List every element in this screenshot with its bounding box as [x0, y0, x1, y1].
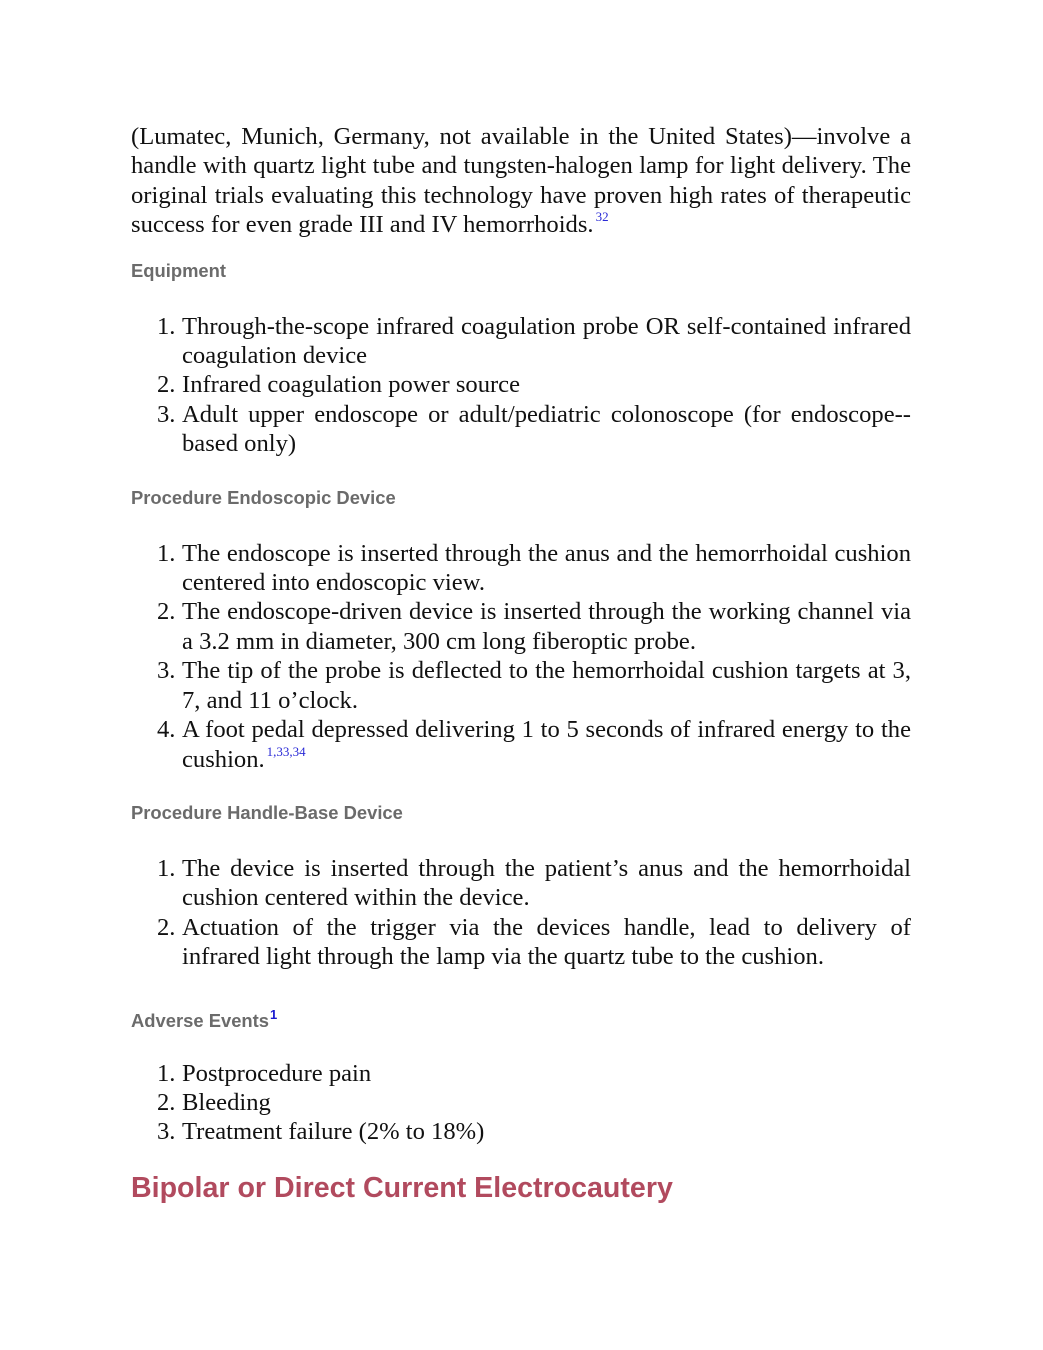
- list-item-text: The device is inserted through the patient’s anus and the hemorrhoidal cushion centered within the device.: [182, 854, 911, 912]
- reference-link[interactable]: 1: [270, 1006, 278, 1022]
- list-item-text: Actuation of the trigger via the devices handle, lead to delivery of infrared light through the lamp via the quartz tube to the cushion.: [182, 913, 911, 971]
- procedure-handle-list: [131, 854, 911, 972]
- list-number: 1.: [157, 312, 176, 340]
- list-item-text: Postprocedure pain: [182, 1059, 372, 1087]
- list-item-text: Treatment failure (2% to 18%): [182, 1118, 485, 1146]
- list-number: 2.: [157, 371, 176, 399]
- list-item: [131, 1117, 911, 1146]
- adverse-events-heading: [131, 1004, 911, 1032]
- equipment-list: [131, 312, 911, 459]
- procedure-handle-heading: Procedure Handle-Base Device: [131, 801, 403, 823]
- list-item-text: The endoscope is inserted through the anus and the hemorrhoidal cushion centered into endoscopic view.: [182, 539, 911, 597]
- list-number: 3.: [157, 657, 176, 685]
- list-item: [131, 597, 911, 656]
- intro-paragraph: [131, 122, 911, 240]
- list-item: [131, 854, 911, 913]
- list-item-text: Through-the-scope infrared coagulation probe OR self-contained infrared coagulation device: [182, 312, 911, 370]
- list-item: [131, 539, 911, 598]
- procedure-endoscopic-list: [131, 539, 911, 774]
- list-number: 2.: [157, 598, 176, 626]
- list-item: [131, 656, 911, 715]
- list-item: [131, 913, 911, 972]
- reference-link[interactable]: 1,33,34: [266, 743, 306, 759]
- list-item-text: Adult upper endoscope or adult/pediatric colonoscope (for endoscope--based only): [182, 400, 911, 458]
- list-item: [131, 1059, 911, 1088]
- list-item: [131, 1088, 911, 1117]
- list-number: 2.: [157, 913, 176, 941]
- list-number: 1.: [157, 539, 176, 567]
- adverse-events-heading-text: Adverse Events: [131, 1009, 270, 1031]
- section-title: Bipolar or Direct Current Electrocautery: [131, 1171, 673, 1204]
- list-item-text: A foot pedal depressed delivering 1 to 5 seconds of infrared energy to the cushion.: [182, 716, 911, 773]
- list-item-text: Infrared coagulation power source: [182, 371, 521, 399]
- list-item: [131, 715, 911, 774]
- document-page: [131, 122, 911, 1205]
- list-number: 4.: [157, 716, 176, 744]
- list-number: 3.: [157, 1118, 176, 1146]
- list-item-text: Bleeding: [182, 1088, 271, 1116]
- list-item-text: The endoscope-driven device is inserted through the working channel via a 3.2 mm in diameter, 300 cm long fiberoptic probe.: [182, 598, 911, 655]
- list-number: 2.: [157, 1088, 176, 1116]
- list-item: [131, 312, 911, 371]
- procedure-endoscopic-heading: Procedure Endoscopic Device: [131, 486, 396, 508]
- list-item: [131, 370, 911, 399]
- list-number: 1.: [157, 1059, 176, 1087]
- list-item: [131, 400, 911, 459]
- list-number: 3.: [157, 400, 176, 428]
- equipment-heading: Equipment: [131, 259, 227, 281]
- intro-reference-link[interactable]: 32: [595, 209, 609, 225]
- list-number: 1.: [157, 854, 176, 882]
- list-item-text: The tip of the probe is deflected to the hemorrhoidal cushion targets at 3, 7, and 11 o’clock.: [182, 657, 911, 714]
- intro-text: (Lumatec, Munich, Germany, not available in the United States)—involve a handle with quartz light tube and tungsten-halogen lamp for light delivery. The original trials evaluating this technology have proven high rates of therapeutic success for even grade III and IV hemorrhoids.: [131, 123, 911, 239]
- adverse-events-list: [131, 1059, 911, 1147]
